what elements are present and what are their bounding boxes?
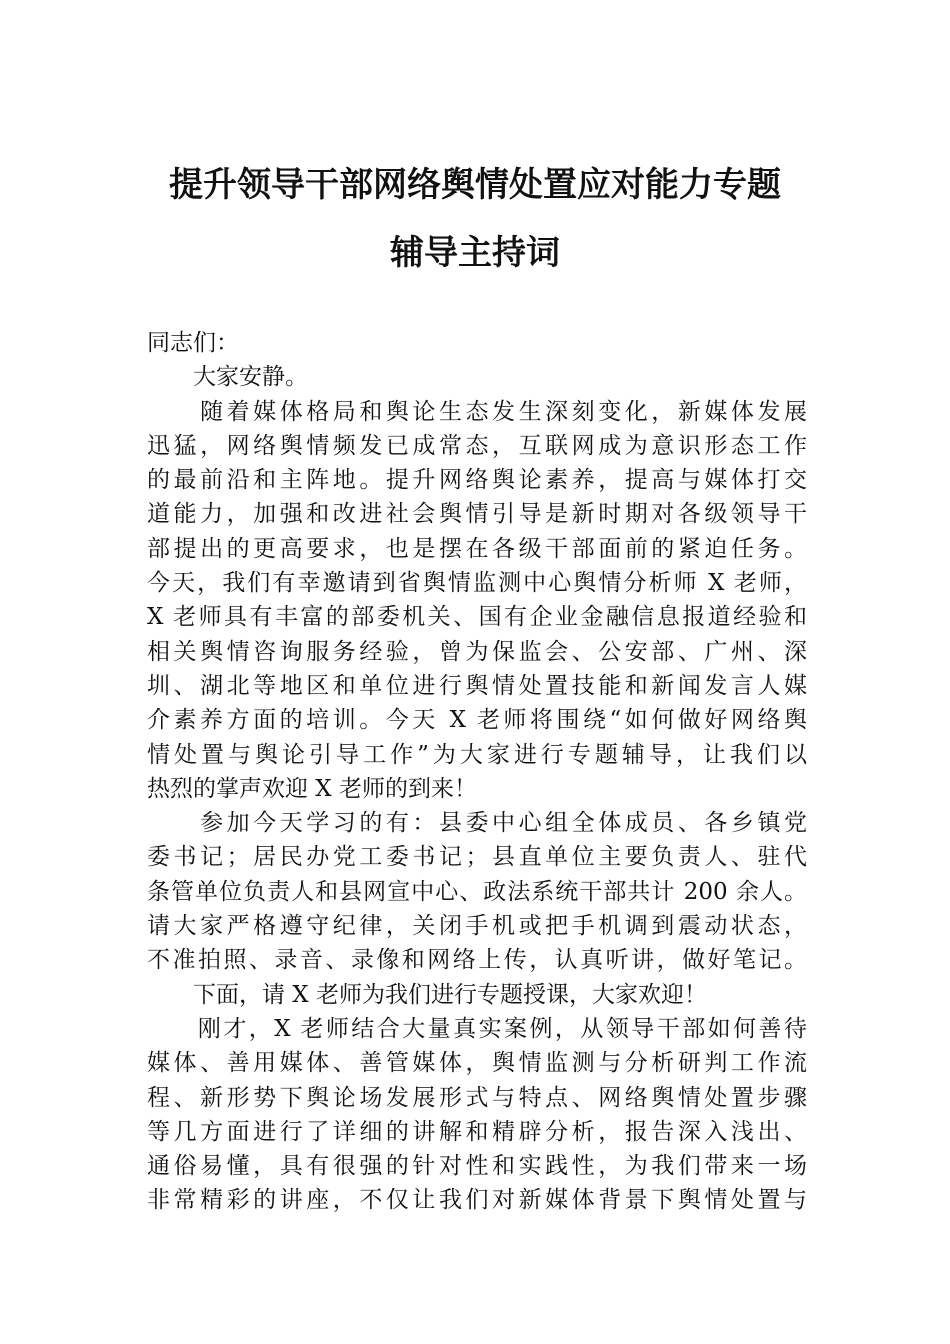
- body-line: 迅猛，网络舆情频发已成常态，互联网成为意识形态工作: [147, 432, 807, 459]
- body-line: 通俗易懂，具有很强的针对性和实践性，为我们带来一场: [147, 1153, 807, 1180]
- body-line: 热烈的掌声欢迎 X 老师的到来！: [147, 775, 477, 802]
- body-line: 部提出的更高要求，也是摆在各级干部面前的紧迫任务。: [147, 535, 807, 562]
- body-line: 今天，我们有幸邀请到省舆情监测中心舆情分析师 X 老师，: [147, 570, 807, 597]
- body-line: 参加今天学习的有：县委中心组全体成员、各乡镇党: [147, 810, 807, 837]
- document-body: [147, 326, 807, 1218]
- body-line: 非常精彩的讲座，不仅让我们对新媒体背景下舆情处置与: [147, 1187, 807, 1214]
- body-line: 大家安静。: [147, 364, 308, 391]
- body-line: 介素养方面的培训。今天 X 老师将围绕“如何做好网络舆: [147, 707, 807, 734]
- body-line: 下面，请 X 老师为我们进行专题授课，大家欢迎！: [147, 981, 707, 1008]
- body-line: 不准拍照、录音、录像和网络上传，认真听讲，做好笔记。: [147, 947, 807, 974]
- body-line: X 老师具有丰富的部委机关、国有企业金融信息报道经验和: [147, 604, 807, 631]
- body-line: 请大家严格遵守纪律，关闭手机或把手机调到震动状态，: [147, 913, 807, 940]
- body-line: 圳、湖北等地区和单位进行舆情处置技能和新闻发言人媒: [147, 672, 807, 699]
- body-line: 道能力，加强和改进社会舆情引导是新时期对各级领导干: [147, 501, 807, 528]
- document-title-line-2: 辅导主持词: [390, 233, 560, 273]
- body-line: 相关舆情咨询服务经验，曾为保监会、公安部、广州、深: [147, 638, 807, 665]
- body-line: 条管单位负责人和县网宣中心、政法系统干部共计 200 余人。: [147, 878, 807, 905]
- body-line: 程、新形势下舆论场发展形式与特点、网络舆情处置步骤: [147, 1084, 807, 1111]
- body-line: 的最前沿和主阵地。提升网络舆论素养，提高与媒体打交: [147, 467, 807, 494]
- body-line: 委书记；居民办党工委书记；县直单位主要负责人、驻代: [147, 844, 807, 871]
- body-line: 同志们：: [147, 330, 239, 356]
- body-line: 随着媒体格局和舆论生态发生深刻变化，新媒体发展: [147, 398, 807, 425]
- body-line: 等几方面进行了详细的讲解和精辟分析，报告深入浅出、: [147, 1118, 807, 1145]
- document-title-line-1: 提升领导干部网络舆情处置应对能力专题: [169, 165, 781, 205]
- body-line: 情处置与舆论引导工作”为大家进行专题辅导，让我们以: [147, 741, 807, 768]
- body-line: 刚才，X 老师结合大量真实案例，从领导干部如何善待: [147, 1015, 807, 1042]
- body-line: 媒体、善用媒体、善管媒体，舆情监测与分析研判工作流: [147, 1050, 807, 1077]
